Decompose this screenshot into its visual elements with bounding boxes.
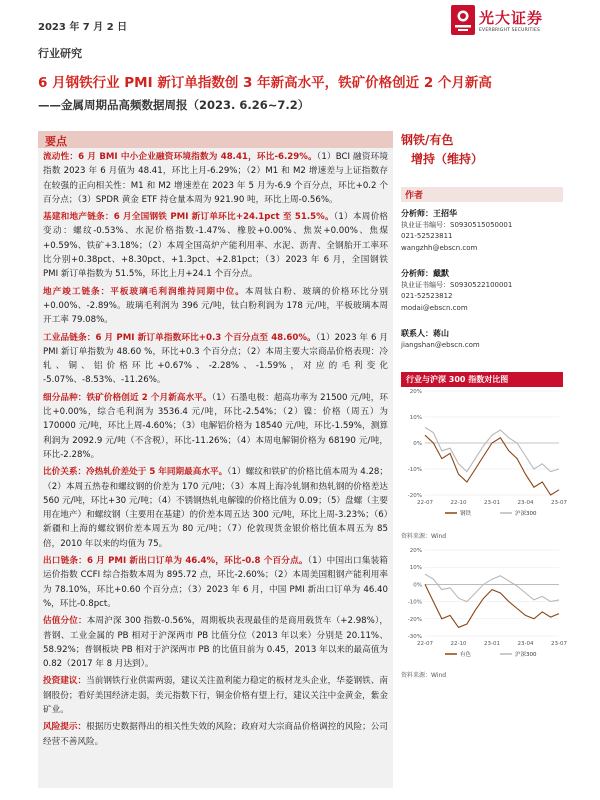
- contact-name: 联系人：蒋山: [401, 329, 449, 338]
- analyst-name: 分析师：王招华: [401, 209, 457, 218]
- authors-heading: 作者: [401, 187, 563, 202]
- key-point-text: （1）石墨电极：超高功率为 21500 元/吨，环比+0.00%，综合毛利润为 3536.4 元/吨，环比-2.54%；（2）镍：价格（周五）为 170000 元/吨，环比上周-4.60%；（3）电解铝价格为 18540 元/吨，环比-1.59%，测算利润为 2092.9 元/吨（不含税），环比-11.26%；（4）本周电解铜价格为 68190 元/吨，环比-2.28%。: [43, 392, 388, 460]
- report-subtitle: ——金属周期品高频数据周报（2023. 6.26~7.2）: [38, 98, 310, 112]
- key-point-paragraph: [43, 554, 388, 611]
- key-point-paragraph: [43, 150, 388, 207]
- brand-logo: [451, 5, 563, 39]
- y-tick-label: 20%: [409, 548, 422, 554]
- key-point-paragraph: [43, 210, 388, 281]
- y-tick-label: 10%: [409, 565, 422, 572]
- legend-label: 沪深300: [515, 511, 537, 517]
- y-tick-label: -10%: [407, 467, 422, 473]
- x-tick-label: 23-07: [551, 641, 567, 647]
- key-point-paragraph: [43, 674, 388, 717]
- y-tick-label: -20%: [407, 616, 422, 623]
- analyst-card: [401, 208, 563, 254]
- x-tick-label: 22-10: [450, 500, 467, 506]
- y-tick-label: -10%: [407, 599, 422, 606]
- key-point-paragraph: [43, 465, 388, 551]
- report-date: 2023 年 7 月 2 日: [38, 22, 128, 33]
- contact-card: [401, 328, 563, 351]
- series-line: [425, 574, 559, 602]
- key-point-lead: 出口链条：6 月 PMI 新出口订单为 46.4%，环比-0.8 个百分点。: [43, 556, 308, 567]
- analyst-name: 分析师：戴默: [401, 269, 449, 278]
- y-tick-label: -20%: [407, 493, 422, 499]
- key-point-text: 当前钢铁行业供需两弱，建议关注盈利能力稳定的板材龙头企业，华菱钢铁、南钢股份；看好美国经济走弱，美元指数下行，铜金价格有望上行，建议关注中金黄金，紫金矿业。: [43, 676, 388, 715]
- key-point-lead: 流动性：6 月 BMI 中小企业融资环境指数为 48.41，环比-6.29%。: [43, 152, 317, 162]
- key-point-paragraph: [43, 614, 388, 671]
- series-line: [425, 427, 559, 471]
- y-tick-label: -30%: [407, 634, 422, 640]
- nonferrous-index-chart: [401, 546, 567, 666]
- key-points-heading: 要点: [38, 131, 393, 148]
- legend-label: 有色: [460, 652, 472, 658]
- x-tick-label: 23-07: [551, 500, 567, 506]
- key-points-panel: [38, 131, 393, 788]
- analyst-phone: 021-52523812: [401, 292, 453, 300]
- analyst-phone: 021-52523811: [401, 232, 453, 240]
- key-point-lead: 细分品种：铁矿价格创近 2 个月新高水平。: [43, 392, 212, 403]
- y-tick-label: 0%: [413, 441, 422, 447]
- legend-label: 钢铁: [460, 511, 472, 517]
- sector-label: 钢铁/有色: [401, 133, 454, 147]
- y-tick-label: 0%: [413, 582, 422, 589]
- key-point-lead: 地产竣工链条：平板玻璃毛利润维持同期中位。: [43, 286, 245, 297]
- key-point-lead: 比价关系：冷热轧价差处于 5 年同期最高水平。: [43, 467, 228, 478]
- key-point-text: 本周钛白粉、玻璃的价格环比分别+0.00%、-2.89%。玻璃毛利润为 396 元/吨，钛白粉利润为 178 元/吨，平板玻璃本周开工率 79.08%。: [43, 286, 388, 326]
- analyst-card: [401, 268, 563, 314]
- x-tick-label: 23-01: [484, 500, 500, 506]
- rating-label: 增持（维持）: [411, 152, 484, 166]
- x-tick-label: 23-04: [517, 641, 534, 647]
- key-point-text: 根据历史数据得出的相关性失效的风险；政府对大宗商品价格调控的风险；公司经营不善风险。: [43, 722, 388, 747]
- steel-index-chart: [401, 387, 567, 527]
- key-point-lead: 工业品链条：6 月 PMI 新订单指数环比+0.3 个百分点至 48.60%。: [43, 332, 316, 343]
- brand-name-en: EVERBRIGHT SECURITIES: [479, 28, 541, 33]
- analyst-email[interactable]: modai@ebscn.com: [401, 303, 468, 312]
- x-tick-label: 23-01: [484, 641, 500, 647]
- brand-name: 光大证券: [479, 9, 544, 27]
- series-line: [425, 435, 559, 495]
- y-tick-label: 20%: [409, 389, 422, 395]
- chart-source: 资料来源：Wind: [401, 672, 447, 679]
- chart-heading: 行业与沪深 300 指数对比图: [401, 372, 563, 387]
- x-tick-label: 22-07: [417, 500, 433, 506]
- key-point-text: （1）BCI 融资环境指数 2023 年 6 月值为 48.41，环比上月-6.29%；（2）M1 和 M2 增速差与上证指数存在较强的正向相关性：M1 和 M2 增速差在 2023 年 5 月为-6.9 个百分点，环比+0.2 个百分点；（3）SPDR 黄金 ETF 持仓量本周为 921.90 吨，环比上周-0.56%。: [43, 152, 388, 205]
- key-points-body: [38, 148, 393, 749]
- analyst-email[interactable]: wangzhh@ebscn.com: [401, 243, 478, 252]
- key-point-paragraph: [43, 720, 388, 749]
- steel-index-chart-svg: [401, 387, 567, 527]
- key-point-text: （1）本周价格变动：螺纹-0.53%、水泥价格指数-1.47%、橡胶+0.00%、焦炭+0.00%、焦煤+0.59%、铁矿+3.18%；（2）本周全国高炉产能利用率、水泥、沥青、全钢胎开工率环比分别+0.38pct、+8.30pct、+1.3pct、+2.81pct；（3）2023 年 6 月，全国钢铁 PMI 新订单指数为 51.5%，环比上月+24.1 个百分点。: [43, 212, 388, 280]
- x-tick-label: 22-07: [417, 641, 433, 647]
- series-line: [425, 584, 559, 627]
- key-point-paragraph: [43, 285, 388, 328]
- sidebar-column: [401, 131, 567, 685]
- key-point-text: （1）2023 年 6 月 PMI 新订单指数为 48.60 %，环比+0.3 个百分点；（2）本周主要大宗商品价格表现：冷轧、铜、铝价格环比+0.67%、-2.28%、-1.59%，对应的毛利变化 -5.07%、-8.53%、-11.26%。: [43, 332, 388, 386]
- report-title: 6 月钢铁行业 PMI 新订单指数创 3 年新高水平，铁矿价格创近 2 个月新高: [38, 75, 492, 91]
- key-point-text: （1）中国出口集装箱运价指数 CCFI 综合指数本周为 895.72 点，环比-2.60%；（2）本周美国粗钢产能利用率为 78.10%，环比+0.60 个百分点；（3）2023 年 6 月，中国 PMI 新出口订单为 46.40 %，环比-0.8pct。: [43, 556, 389, 609]
- key-point-lead: 基建和地产链条：6 月全国钢铁 PMI 新订单环比+24.1pct 至 51.5%。: [43, 212, 334, 223]
- contact-email[interactable]: jiangshan@ebscn.com: [401, 340, 480, 349]
- key-point-lead: 投资建议：: [43, 676, 87, 687]
- key-point-text: 本周沪深 300 指数-0.56%，周期板块表现最佳的是商用载货车（+2.98%），普钢、工业金属的 PB 相对于沪深两市 PB 比值分位（2013 年以来）分别是 20.11%、58.92%；普钢板块 PB 相对于沪深两市 PB 的比值目前为 0.45，2013 年以来的最高值为 0.82（2017 年 8 月达到）。: [43, 616, 388, 670]
- key-point-text: （1）螺纹和铁矿的价格比值本周为 4.28；（2）本周五热卷和螺纹钢的价差为 170 元/吨；（3）本周上海冷轧钢和热轧钢的价格差达 560 元/吨，环比+30 元/吨；（4）不锈钢热轧电解镍的价格比值为 0.09；（5）盘螺（主要用在地产）和螺纹钢（主要用在基建）的价差本周五达 300 元/吨，环比上周-3.23%；（6）新疆和上海的螺纹钢价差本周五为 80 元/吨；（7）伦敦现货金银价格比值本周五为 85 倍，2010 年以来的均值为 75。: [43, 467, 388, 549]
- key-point-lead: 估值分位：: [43, 616, 87, 627]
- legend-label: 沪深300: [515, 652, 537, 658]
- chart-source: 资料来源：Wind: [401, 533, 447, 540]
- key-point-paragraph: [43, 331, 388, 388]
- nonferrous-index-chart-svg: [401, 546, 567, 666]
- key-point-paragraph: [43, 391, 388, 462]
- key-point-lead: 风险提示：: [43, 722, 87, 733]
- x-tick-label: 23-04: [517, 500, 534, 506]
- analyst-license: 执业证书编号：S0930522100001: [401, 280, 513, 289]
- report-category: 行业研究: [38, 47, 82, 60]
- everbright-logo-icon: [451, 5, 475, 35]
- analyst-license: 执业证书编号：S0930515050001: [401, 220, 513, 229]
- x-tick-label: 22-10: [450, 641, 467, 647]
- y-tick-label: 10%: [409, 415, 422, 421]
